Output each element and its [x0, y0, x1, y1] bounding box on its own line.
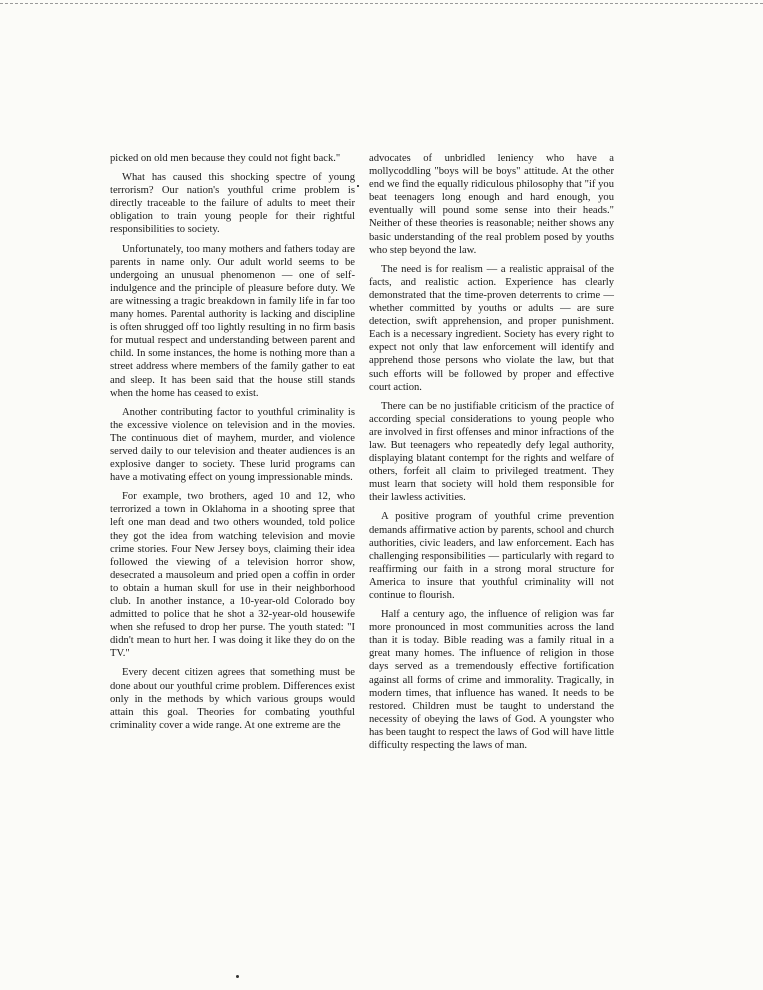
scan-dot — [236, 975, 239, 978]
paragraph: picked on old men because they could not fight back." — [110, 153, 341, 164]
article-column-right — [369, 152, 614, 752]
paragraph: advocates of unbridled leniency who have a mollycoddling "boys will be boys" attitude. At the other end we find the equally ridiculous philosophy that "if you beat teenagers long enough and hard enough, you eventually will pound some sense into their heads." Neither of these theories is reasonable; neither shows any basic understanding of the real problem posed by youths who step beyond the law. — [369, 153, 614, 256]
paragraph: For example, two brothers, aged 10 and 12, who terrorized a town in Oklahoma in a shooting spree that left one man dead and two others wounded, told police they got the idea from watching television and movie crime stories. Four New Jersey boys, claiming their idea followed the viewing of a television horror show, desecrated a mausoleum and pried open a coffin in order to obtain a human skull for use in their neighborhood club. In another instance, a 10-year-old Colorado boy admitted to police that he shot a 32-year-old housewife when she refused to drop her purse. The youth stated: "I didn't mean to hurt her. I was doing it like they do on the TV." — [110, 491, 355, 660]
paragraph: There can be no justifiable criticism of the practice of according special considerations to young people who are involved in first offenses and minor infractions of the law. But teenagers who repeatedly defy legal authority, displaying blatant contempt for the rights and welfare of others, forfeit all claim to privileged treatment. They must learn that society will hold them responsible for their lawless activities. — [369, 400, 614, 504]
paragraph: A positive program of youthful crime prevention demands affirmative action by parents, school and church authorities, civic leaders, and law enforcement. Each has challenging responsibilities — particularly with regard to reaffirming our faith in a strong moral structure for America to insure that youthful criminality will not continue to flourish. — [369, 511, 614, 601]
paragraph: The need is for realism — a realistic appraisal of the facts, and realistic action. Experience has clearly demonstrated that the time-proven deterrents to crime — whether committed by youths or adults — are sure detection, swift apprehension, and proper punishment. Each is a necessary ingredient. Society has every right to expect not only that law enforcement will identify and apprehend those persons who violate the law, but that such efforts will be followed by proper and effective court action. — [369, 263, 614, 393]
paragraph: Unfortunately, too many mothers and fathers today are parents in name only. Our adult world seems to be undergoing an unusual phenomenon — one of self-indulgence and the principle of pleasure before duty. We are witnessing a tragic breakdown in family life in far too many homes. Parental authority is lacking and discipline is often shrugged off too lightly resulting in no firm basis for mutual respect and understanding between parent and child. In some instances, the home is nothing more than a street address where members of the family gather to eat and sleep. It has been said that the house still stands when the home has ceased to exist. — [110, 243, 355, 399]
paragraph: Another contributing factor to youthful criminality is the excessive violence on television and in the movies. The continuous diet of mayhem, murder, and violence served daily to our television and theater audiences is an explosive danger to society. These lurid programs can have a motivating effect on young impressionable minds. — [110, 406, 355, 484]
paragraph: Half a century ago, the influence of religion was far more pronounced in most communities across the land than it is today. Bible reading was a family ritual in a great many homes. The influence of religion in those days served as a tremendously effective fortification against all forms of crime and immorality. Tragically, in modern times, that influence has waned. It needs to be restored. Children must be taught to understand the necessity of obeying the laws of God. A youngster who has been taught to respect the laws of God will have little difficulty respecting the laws of man. — [369, 609, 614, 752]
paragraph: Every decent citizen agrees that something must be done about our youthful crime problem. Differences exist only in the methods by which various groups would attain this goal. Theories for combating youthful criminality cover a wide range. At one extreme are the — [110, 667, 355, 731]
paragraph: What has caused this shocking spectre of young terrorism? Our nation's youthful crime problem is directly traceable to the failure of adults to meet their obligation to train young people for their rightful responsibilities to society. — [110, 172, 355, 236]
scan-edge-line — [0, 3, 763, 4]
scan-speck — [357, 185, 359, 187]
article-column-left — [110, 152, 355, 732]
